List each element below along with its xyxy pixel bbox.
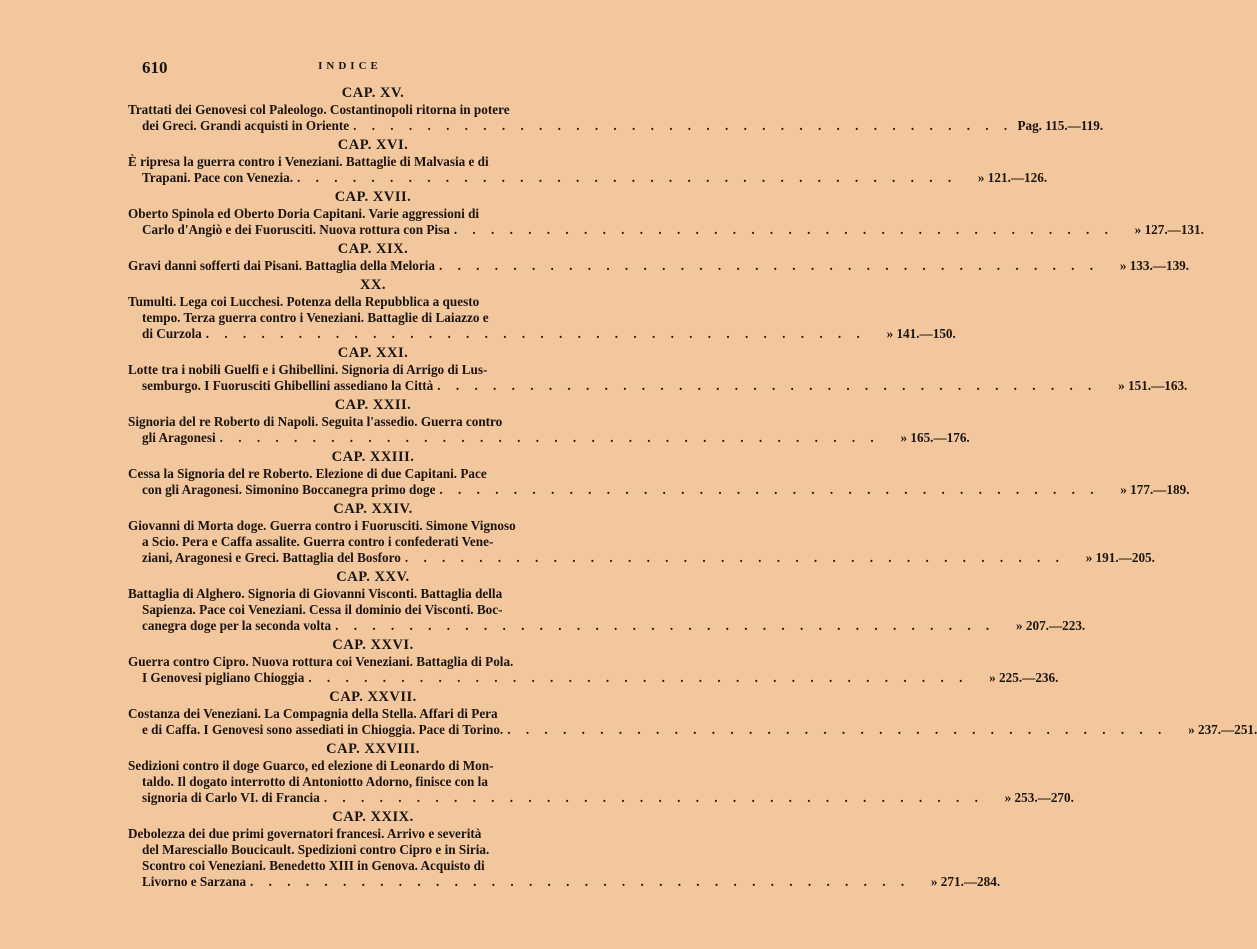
- page-range: » 237.—251.: [1188, 722, 1257, 737]
- leader-dots: . . . . . . . . . . . . . . . . . . . . . . . . . . . . . . . . . . . .: [453, 222, 1114, 237]
- page-range: Pag. 115.—119.: [1017, 118, 1104, 133]
- chapter-heading: CAP. XXVII.: [329, 689, 417, 705]
- leader-dots: . . . . . . . . . . . . . . . . . . . . . . . . . . . . . . . . . . . .: [323, 790, 984, 805]
- summary-line: Gravi danni sofferti dai Pisani. Battaglia della Meloria: [128, 258, 435, 273]
- chapter-heading: CAP. XIX.: [337, 241, 409, 257]
- summary-last-line: [128, 618, 1086, 634]
- leader-dots: . . . . . . . . . . . . . . . . . . . . . . . . . . . . . . . . . . . .: [297, 170, 958, 185]
- chapter-summary: [128, 258, 1190, 274]
- chapter-summary: [128, 586, 1086, 634]
- leader-dots: . . . . . . . . . . . . . . . . . . . . . . . . . . . . . . . . . . . .: [205, 326, 866, 341]
- summary-last-line: [128, 482, 1190, 498]
- summary-line: Battaglia di Alghero. Signoria di Giovanni Visconti. Battaglia della: [128, 586, 503, 601]
- chapter-summary: [128, 706, 1257, 738]
- summary-last-line: [128, 722, 1257, 738]
- chapter-summary: [128, 654, 1059, 686]
- page-range: » 133.—139.: [1119, 258, 1190, 273]
- chapter-heading: CAP. XXVIII.: [326, 741, 420, 757]
- page-range: » 207.—223.: [1015, 618, 1086, 633]
- chapter-summary: [128, 206, 1204, 238]
- summary-line: È ripresa la guerra contro i Veneziani. Battaglie di Malvasia e di: [128, 154, 489, 169]
- summary-line: Scontro coi Veneziani. Benedetto XIII in Genova. Acquisto di: [142, 858, 485, 873]
- page-range: » 127.—131.: [1134, 222, 1204, 237]
- chapter-heading: CAP. XXII.: [334, 397, 412, 413]
- summary-line: signoria di Carlo VI. di Francia: [142, 790, 320, 805]
- summary-last-line: [128, 170, 1048, 186]
- summary-line: Carlo d'Angiò e dei Fuorusciti. Nuova rottura con Pisa: [142, 222, 450, 237]
- summary-line: Livorno e Sarzana: [142, 874, 247, 889]
- page-range: » 253.—270.: [1004, 790, 1074, 805]
- chapter-summary: [128, 826, 1001, 890]
- chapter-heading: CAP. XXV.: [336, 569, 410, 585]
- page-range: » 177.—189.: [1120, 482, 1190, 497]
- chapter-summary: [128, 758, 1074, 806]
- summary-line: del Maresciallo Boucicault. Spedizioni contro Cipro e in Siria.: [142, 842, 490, 857]
- chapter-heading: CAP. XXIX.: [332, 809, 414, 825]
- page-range: » 151.—163.: [1118, 378, 1188, 393]
- summary-line: e di Caffa. I Genovesi sono assediati in Chioggia. Pace di Torino.: [142, 722, 504, 737]
- summary-line: Sapienza. Pace coi Veneziani. Cessa il dominio dei Visconti. Boc-: [142, 602, 503, 617]
- page-range: » 271.—284.: [930, 874, 1001, 889]
- summary-last-line: [128, 222, 1204, 238]
- summary-last-line: [128, 874, 1001, 890]
- leader-dots: . . . . . . . . . . . . . . . . . . . . . . . . . . . . . . . . . . . .: [507, 722, 1168, 737]
- leader-dots: . . . . . . . . . . . . . . . . . . . . . . . . . . . . . . . . . . . .: [404, 550, 1065, 565]
- summary-line: ziani, Aragonesi e Greci. Battaglia del Bosforo: [142, 550, 401, 565]
- leader-dots: . . . . . . . . . . . . . . . . . . . . . . . . . . . . . . . . . . . .: [437, 378, 1098, 393]
- running-title: INDICE: [318, 60, 382, 72]
- chapter-heading: CAP. XXVI.: [332, 637, 414, 653]
- leader-dots: . . . . . . . . . . . . . . . . . . . . . . . . . . . . . . . . . . . .: [250, 874, 911, 889]
- summary-last-line: [128, 670, 1059, 686]
- page-range: » 225.—236.: [989, 670, 1059, 685]
- summary-last-line: [128, 430, 970, 446]
- summary-last-line: [128, 550, 1155, 566]
- chapter-summary: [128, 294, 956, 342]
- summary-last-line: [128, 790, 1074, 806]
- leader-dots: . . . . . . . . . . . . . . . . . . . . . . . . . . . . . . . . . . . .: [308, 670, 969, 685]
- summary-line: taldo. Il dogato interrotto di Antoniotto Adorno, finisce con la: [142, 774, 488, 789]
- leader-dots: . . . . . . . . . . . . . . . . . . . . . . . . . . . . . . . . . . . .: [439, 482, 1100, 497]
- chapter-heading: CAP. XVI.: [337, 137, 409, 153]
- leader-dots: . . . . . . . . . . . . . . . . . . . . . . . . . . . . . . . . . . . .: [219, 430, 880, 445]
- chapter-summary: [128, 154, 1048, 186]
- chapter-heading: CAP. XXI.: [337, 345, 409, 361]
- summary-last-line: [128, 378, 1188, 394]
- summary-line: Sedizioni contro il doge Guarco, ed elezione di Leonardo di Mon-: [128, 758, 494, 773]
- chapter-heading: CAP. XXIII.: [331, 449, 415, 465]
- page-range: » 141.—150.: [886, 326, 956, 341]
- summary-line: con gli Aragonesi. Simonino Boccanegra primo doge: [142, 482, 436, 497]
- summary-line: gli Aragonesi: [142, 430, 216, 445]
- chapter-summary: [128, 518, 1155, 566]
- summary-line: canegra doge per la seconda volta: [142, 618, 332, 633]
- summary-line: Tumulti. Lega coi Lucchesi. Potenza della Repubblica a questo: [128, 294, 480, 309]
- chapter-summary: [128, 466, 1190, 498]
- chapter-summary: [128, 362, 1188, 394]
- page-range: » 121.—126.: [977, 170, 1048, 185]
- summary-line: tempo. Terza guerra contro i Veneziani. Battaglie di Laiazzo e: [142, 310, 489, 325]
- summary-line: Debolezza dei due primi governatori francesi. Arrivo e severità: [128, 826, 482, 841]
- summary-line: Costanza dei Veneziani. La Compagnia della Stella. Affari di Pera: [128, 706, 498, 721]
- summary-last-line: [128, 258, 1190, 274]
- page-range: » 191.—205.: [1085, 550, 1155, 565]
- table-of-contents: [128, 82, 1257, 890]
- summary-line: di Curzola: [142, 326, 202, 341]
- summary-line: Trattati dei Genovesi col Paleologo. Costantinopoli ritorna in potere: [128, 102, 510, 117]
- summary-line: Lotte tra i nobili Guelfi e i Ghibellini. Signoria di Arrigo di Lus-: [128, 362, 488, 377]
- summary-line: I Genovesi pigliano Chioggia: [142, 670, 305, 685]
- leader-dots: . . . . . . . . . . . . . . . . . . . . . . . . . . . . . . . . . . . .: [335, 618, 996, 633]
- chapter-heading: CAP. XV.: [341, 85, 405, 101]
- summary-line: semburgo. I Fuorusciti Ghibellini assediano la Città: [142, 378, 434, 393]
- summary-line: Guerra contro Cipro. Nuova rottura coi Veneziani. Battaglia di Pola.: [128, 654, 514, 669]
- page-number: 610: [142, 58, 168, 77]
- summary-last-line: [128, 118, 1104, 134]
- summary-line: a Scio. Pera e Caffa assalite. Guerra contro i confederati Vene-: [142, 534, 494, 549]
- chapter-heading: XX.: [359, 277, 387, 293]
- summary-line: Trapani. Pace con Venezia.: [142, 170, 294, 185]
- chapter-summary: [128, 414, 970, 446]
- leader-dots: . . . . . . . . . . . . . . . . . . . . . . . . . . . . . . . . . . . .: [353, 118, 1014, 133]
- summary-line: Signoria del re Roberto di Napoli. Seguita l'assedio. Guerra contro: [128, 414, 503, 429]
- page-range: » 165.—176.: [900, 430, 970, 445]
- chapter-heading: CAP. XXIV.: [333, 501, 413, 517]
- leader-dots: . . . . . . . . . . . . . . . . . . . . . . . . . . . . . . . . . . . .: [438, 258, 1100, 273]
- summary-last-line: [128, 326, 956, 342]
- summary-line: Giovanni di Morta doge. Guerra contro i Fuorusciti. Simone Vignoso: [128, 518, 516, 533]
- summary-line: Cessa la Signoria del re Roberto. Elezione di due Capitani. Pace: [128, 466, 487, 481]
- chapter-heading: CAP. XVII.: [334, 189, 412, 205]
- summary-line: Oberto Spinola ed Oberto Doria Capitani. Varie aggressioni di: [128, 206, 480, 221]
- summary-line: dei Greci. Grandi acquisti in Oriente: [142, 118, 350, 133]
- chapter-summary: [128, 102, 1104, 134]
- page-header: [0, 58, 700, 80]
